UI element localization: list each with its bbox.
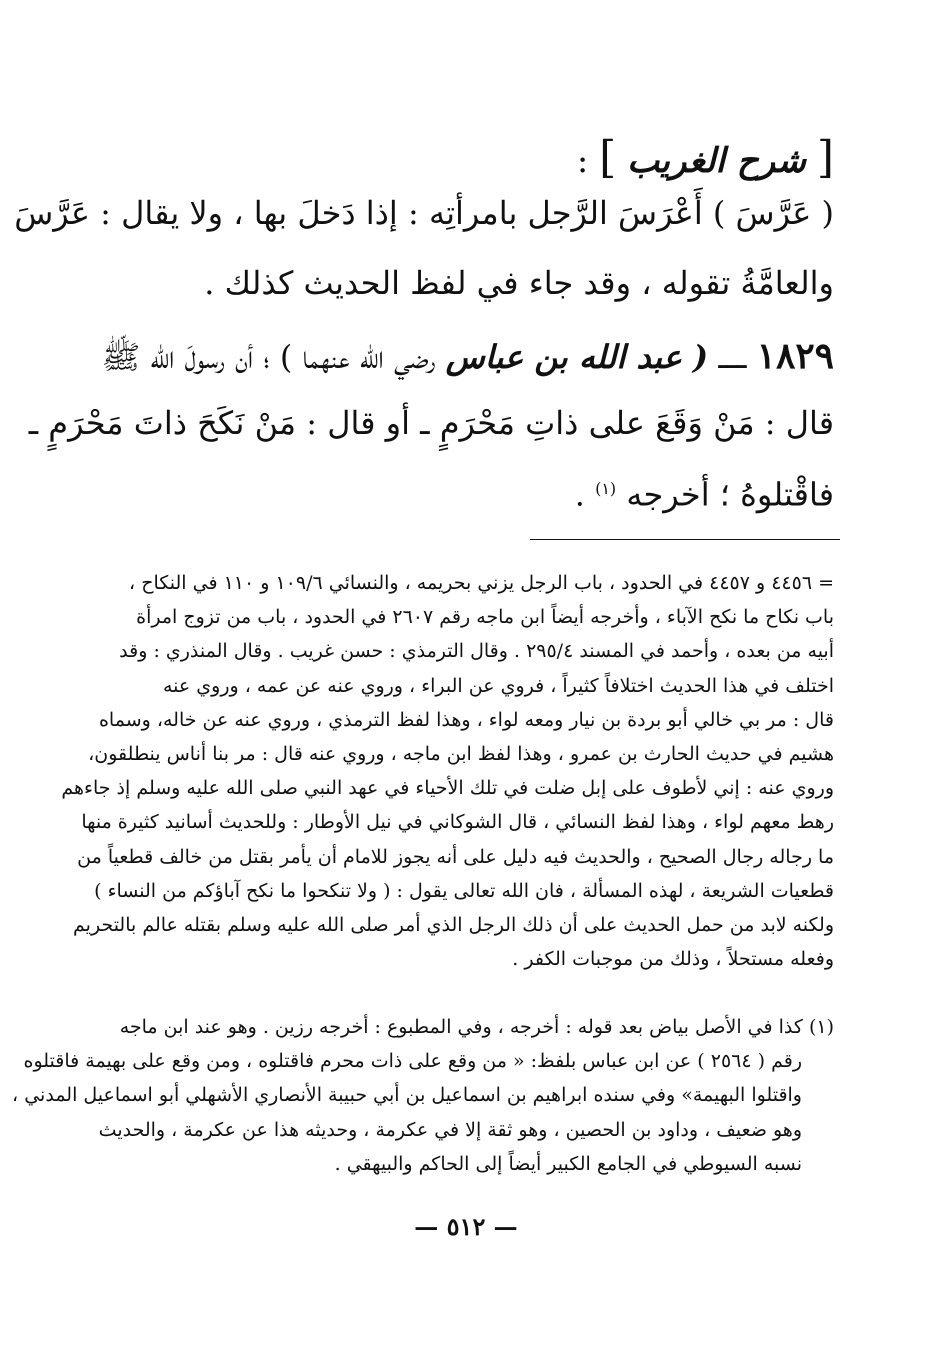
note-line: وروي عنه : إني لأطوف على إبل ضلت في تلك الأحياء في عهد النبي صلى الله عليه وسلم إذ جاءهم [61, 777, 834, 800]
gloss-line-1: ( عَرَّسَ ) أَعْرَسَ الرَّجل بامرأتِه : إذا دَخلَ بها ، ولا يقال : عَرَّسَ [14, 194, 834, 232]
hadith-narrator: ( عبد الله بن عباس [445, 338, 709, 376]
footnote-line: رقم ( ٢٥٦٤ ) عن ابن عباس بلفظ: « من وقع على ذات محرم فاقتلوه ، ومن وقع على بهيمة فاقتلوه [23, 1050, 802, 1073]
footnote-line: نسبه السيوطي في الجامع الكبير أيضاً إلى الحاكم والبيهقي . [334, 1152, 802, 1175]
note-line: أبيه من بعده ، وأحمد في المسند ٢٩٥/٤ . وقال الترمذي : حسن غريب . وقال المنذري : وقد [119, 640, 834, 663]
note-line: قال : مر بي خالي أبو بردة بن نيار ومعه لواء ، وهذا لفظ الترمذي ، وروي عنه عن خاله، وسماه [98, 708, 834, 731]
hadith-line-3 [94, 466, 834, 518]
hadith-line-1-rest: رضي الله عنهما ) ؛ أن رسولَ الله ﷺ [101, 338, 436, 376]
footnote-line [98, 1010, 834, 1044]
note-line: باب نكاح ما نكح الآباء ، وأخرجه أيضاً ابن ماجه رقم ٢٦٠٧ في الحدود ، باب من تزوج امرأة [136, 606, 834, 629]
footnote-line: واقتلوا البهيمة» وفي سنده ابراهيم بن اسماعيل بن أبي حبيبة الأنصاري الأشهلي أبو اسماعيل المدني ، [12, 1084, 802, 1107]
footnote-divider [530, 539, 840, 540]
note-line: هشيم في حديث الحارث بن عمرو ، وهذا لفظ ابن ماجه ، وروي عنه قال : مر بنا أناس ينطلقون، [88, 742, 834, 765]
note-line: اختلف في هذا الحديث اختلافاً كثيراً ، فروي عن البراء ، وروي عنه عن عمه ، وروي عنه [163, 674, 834, 697]
hadith-line-3-text: فاقْتلوهُ ؛ أخرجه [626, 475, 834, 514]
footnote-line-text: كذا في الأصل بياض بعد قوله : أخرجه ، وفي المطبوع : أخرجه رزين . وهو عند ابن ماجه [119, 1016, 803, 1038]
footnote-1 [12, 1010, 834, 1181]
footnote-line: وهو ضعيف ، وداود بن الحصين ، وهو ثقة إلا في عكرمة ، وحديثه هذا عن عكرمة ، والحديث [98, 1118, 802, 1141]
page-number: — ٥١٢ — [414, 1212, 518, 1241]
heading-bracket-open: [ [816, 132, 834, 183]
gloss-line-2: والعامَّةُ تقوله ، وقد جاء في لفظ الحديث كذلك . [204, 264, 834, 302]
hadith-dash: ـــ [718, 338, 747, 376]
section-heading [534, 128, 834, 191]
note-line: ما رجاله رجال الصحيح ، والحديث فيه دليل على أنه يجوز للامام أن يأمر بقتل من خالف قطعياً من [77, 845, 834, 868]
footnote-marker: (١) [808, 1016, 834, 1038]
hadith-number: ١٨٢٩ [756, 335, 834, 377]
note-line: قطعيات الشريعة ، لهذه المسألة ، فان الله تعالى يقول : ( ولا تنكحوا ما نكح آباؤكم من النساء ) [94, 879, 834, 902]
note-line: ولكنه لابد من حمل الحديث على أن ذلك الرجل الذي أمر صلى الله عليه وسلم بقتله عالم بالتحريم [73, 913, 834, 936]
hadith-line-1 [94, 333, 834, 380]
note-line: = ٤٤٥٦ و ٤٤٥٧ في الحدود ، باب الرجل يزني بحريمه ، والنسائي ١٠٩/٦ و ١١٠ في النكاح ، [129, 572, 834, 594]
hadith-line-2: قال : مَنْ وَقَعَ على ذاتِ مَحْرَمٍ ـ أو قال : مَنْ نَكَحَ ذاتَ مَحْرَمٍ ـ [28, 404, 834, 442]
continued-notes [61, 566, 834, 976]
hadith-line-3-end: . [574, 475, 585, 514]
heading-colon: : [576, 141, 589, 181]
note-line: وفعله مستحلاً ، وذلك من موجبات الكفر . [512, 948, 834, 971]
footnote-ref: (١) [595, 479, 617, 498]
note-line: رهط معهم لواء ، وهذا لفظ النسائي ، قال الشوكاني في نيل الأوطار : وللحديث أسانيد كثيرة منها [81, 811, 834, 834]
heading-bracket-close: ] [599, 132, 617, 183]
heading-title: شرح الغريب [627, 141, 807, 181]
